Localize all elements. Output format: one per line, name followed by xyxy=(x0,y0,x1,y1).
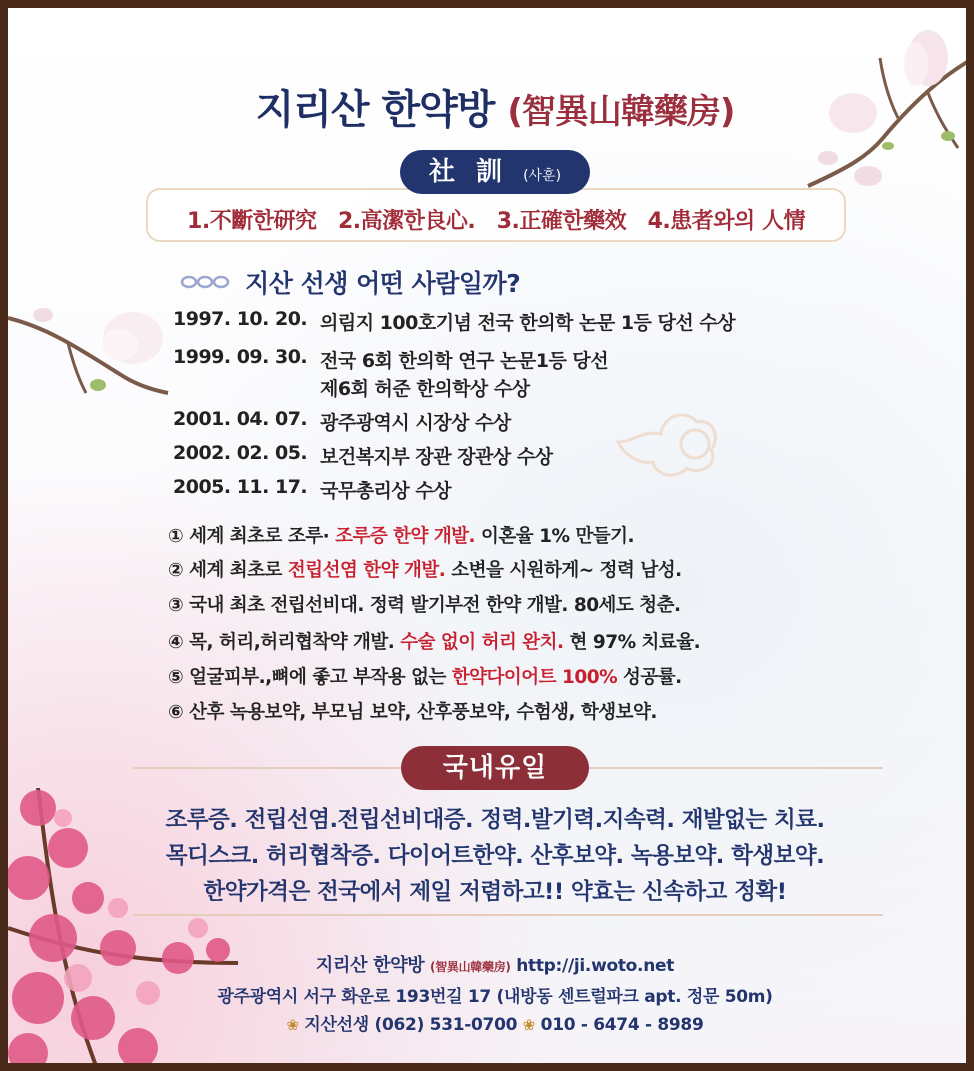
motto-item: 3.正確한藥效 xyxy=(496,209,627,234)
history-date: 1999. 09. 30. xyxy=(173,346,308,368)
feature-text: 성공률. xyxy=(617,667,682,688)
page-title xyxy=(8,78,974,135)
flower-icon: ❀ xyxy=(286,1016,299,1034)
exclusive-label-pill xyxy=(401,746,589,790)
history-desc: 광주광역시 시장상 수상 xyxy=(320,412,511,434)
feature-item xyxy=(168,591,681,617)
title-korean: 지리산 한약방 xyxy=(255,87,495,133)
footer-address: 광주광역시 서구 화운로 193번길 17 (내방동 센트럴파크 apt. 정문 50m) xyxy=(217,987,773,1007)
history-date: 2001. 04. 07. xyxy=(173,408,308,430)
feature-highlight: 조루증 한약 개발. xyxy=(335,526,476,547)
feature-text: 얼굴피부.,뼈에 좋고 부작용 없는 xyxy=(189,667,452,688)
feature-text: 국내 최초 전립선비대. 정력 발기부전 한약 개발. 80세도 청춘. xyxy=(189,595,681,616)
feature-marker: ③ xyxy=(168,595,184,616)
history-desc: 보건복지부 장관 장관상 수상 xyxy=(320,446,553,468)
motto-items xyxy=(146,204,846,235)
feature-item xyxy=(168,522,634,548)
feature-highlight: 수술 없이 허리 완치. xyxy=(400,632,564,653)
footer-contact-name: 지산선생 xyxy=(304,1015,369,1035)
feature-highlight: 전립선염 한약 개발. xyxy=(287,560,446,581)
exclusive-line: 조루증. 전립선염.전립선비대증. 정력.발기력.지속력. 재발없는 치료. xyxy=(165,807,825,833)
history-desc: 제6회 허준 한의학상 수상 xyxy=(320,378,530,400)
feature-marker: ⑤ xyxy=(168,667,184,688)
feature-highlight: 한약다이어트 100% xyxy=(451,667,618,688)
title-hanja: (智異山韓藥房) xyxy=(507,92,735,132)
motto-label-pill xyxy=(400,150,590,194)
motto-label: 社 訓 xyxy=(428,157,508,187)
footer-contact xyxy=(8,1010,974,1035)
feature-marker: ② xyxy=(168,560,184,581)
feature-text: 현 97% 치료율. xyxy=(563,632,701,653)
footer-phone: 010 - 6474 - 8989 xyxy=(540,1015,704,1035)
footer-phone: (062) 531-0700 xyxy=(374,1015,518,1035)
exclusive-line: 한약가격은 전국에서 제일 저렴하고!! 약효는 신속하고 정확! xyxy=(203,879,787,905)
footer-brand xyxy=(8,951,974,977)
feature-item xyxy=(168,698,657,724)
footer-name: 지리산 한약방 xyxy=(315,955,425,976)
history-desc: 전국 6회 한의학 연구 논문1등 당선 xyxy=(320,350,609,372)
knot-ornament-icon xyxy=(180,274,230,290)
footer-url[interactable]: http://ji.woto.net xyxy=(516,956,675,976)
motto-item: 1.不斷한研究 xyxy=(187,209,317,234)
feature-item xyxy=(168,628,700,654)
feature-marker: ④ xyxy=(168,632,184,653)
history-desc: 의림지 100호기념 전국 한의학 논문 1등 당선 수상 xyxy=(320,312,736,334)
cloud-ornament-icon xyxy=(613,400,723,480)
footer-name-hanja: (智異山韓藥房) xyxy=(430,960,511,974)
feature-text: 세계 최초로 조루· xyxy=(189,526,336,547)
feature-text: 소변을 시원하게~ 정력 남성. xyxy=(445,560,682,581)
flower-icon: ❀ xyxy=(522,1016,536,1034)
feature-marker: ① xyxy=(168,526,184,547)
history-date: 2002. 02. 05. xyxy=(173,442,308,464)
feature-item xyxy=(168,663,682,689)
feature-text: 목, 허리,허리협착약 개발. xyxy=(189,632,401,653)
history-date: 2005. 11. 17. xyxy=(173,476,308,498)
feature-text: 세계 최초로 xyxy=(189,560,288,581)
exclusive-line: 목디스크. 허리협착증. 다이어트한약. 산후보약. 녹용보약. 학생보약. xyxy=(165,843,825,869)
profile-heading xyxy=(180,264,520,298)
feature-text: 산후 녹용보약, 부모님 보약, 산후풍보약, 수험생, 학생보약. xyxy=(189,702,657,723)
magnolia-branch-left-icon xyxy=(8,293,178,403)
feature-text: 이혼율 1% 만들기. xyxy=(475,526,635,547)
profile-question: 지산 선생 어떤 사람일까? xyxy=(245,269,521,298)
divider xyxy=(133,914,883,916)
history-date: 1997. 10. 20. xyxy=(173,308,308,330)
history-desc: 국무총리상 수상 xyxy=(320,480,452,502)
feature-marker: ⑥ xyxy=(168,702,184,723)
motto-label-reading: (사훈) xyxy=(523,168,562,184)
feature-item xyxy=(168,556,682,582)
motto-item: 4.患者와의 人情 xyxy=(647,209,805,234)
exclusive-label: 국내유일 xyxy=(442,753,548,783)
motto-item: 2.高潔한良心. xyxy=(337,209,476,234)
